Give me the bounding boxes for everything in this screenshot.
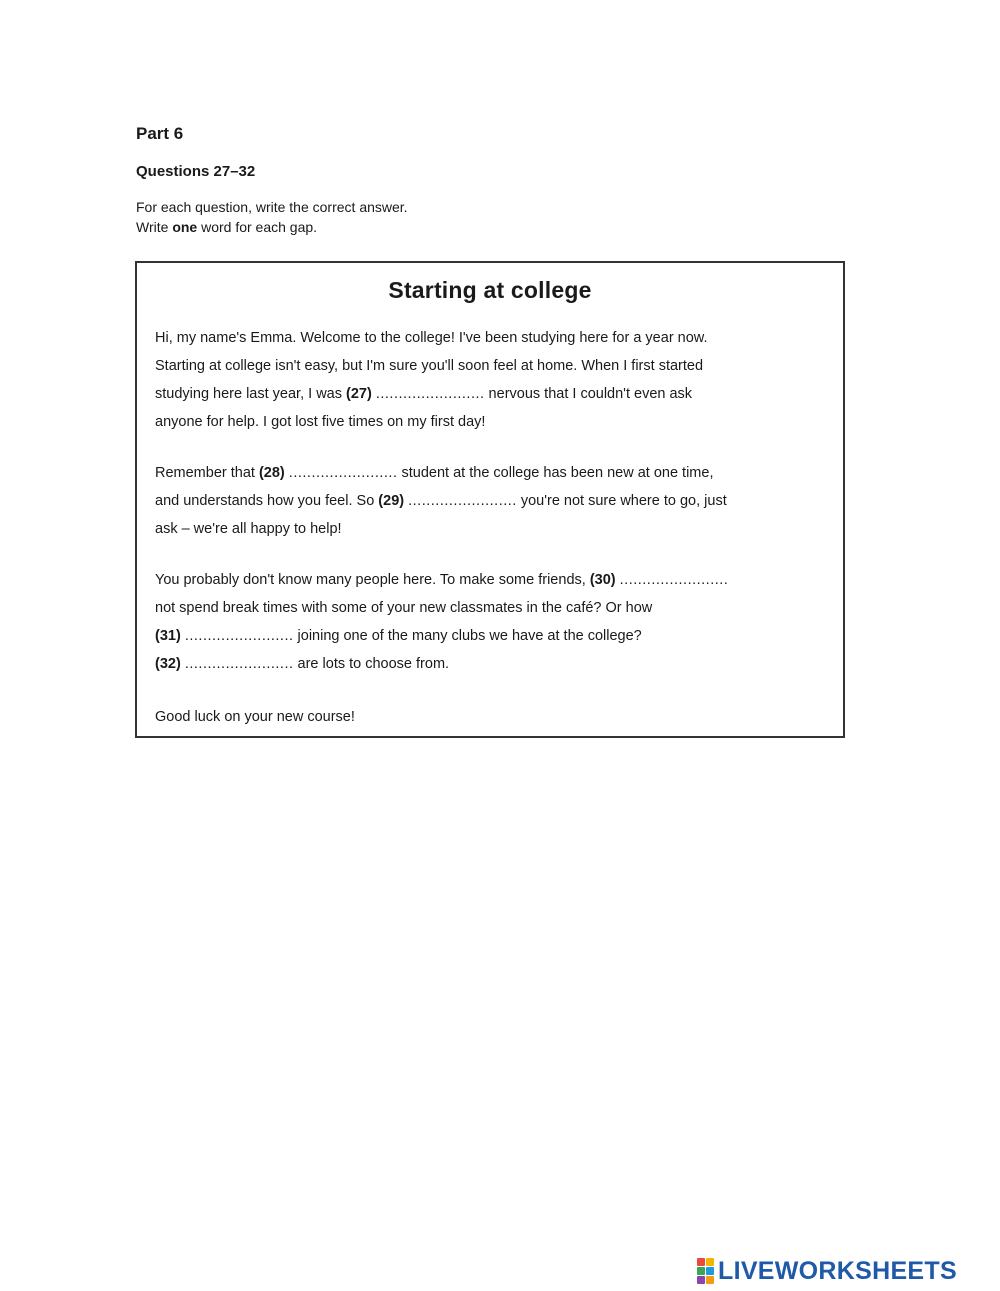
logo-mark-icon xyxy=(697,1258,714,1284)
closing-line: Good luck on your new course! xyxy=(155,709,355,725)
paragraph-3: You probably don't know many people here. To make some friends, (30) ........................ not spend break times with some of your new classmates in the café? Or how (31) ........................ joining one of the many clubs we have at the college? (32) ........................ are lots to choose from. xyxy=(155,572,729,672)
instruction-line-1: For each question, write the correct answer. xyxy=(136,199,408,215)
questions-range: Questions 27–32 xyxy=(136,163,256,180)
logo-block xyxy=(706,1267,714,1275)
instruction-line-2: Write one word for each gap. xyxy=(136,219,318,235)
gap-27-label: (27) xyxy=(346,386,372,402)
part-title: Part 6 xyxy=(136,124,184,143)
liveworksheets-logo[interactable] xyxy=(697,1255,957,1287)
gap-32-blank[interactable]: ........................ xyxy=(184,656,294,672)
logo-block xyxy=(706,1276,714,1284)
article-box xyxy=(135,261,845,738)
gap-29-label: (29) xyxy=(378,493,405,509)
gap-30-blank[interactable]: ........................ xyxy=(619,572,729,588)
gap-28-blank[interactable]: ........................ xyxy=(288,465,398,481)
logo-block xyxy=(706,1258,714,1266)
gap-28-label: (28) xyxy=(258,465,285,481)
gap-29-blank[interactable]: ........................ xyxy=(408,493,517,509)
article-title: Starting at college xyxy=(388,277,592,303)
logo-block xyxy=(697,1258,705,1266)
logo-block xyxy=(697,1267,705,1275)
instructions xyxy=(136,197,408,237)
logo-block xyxy=(697,1276,705,1284)
gap-31-label: (31) xyxy=(155,628,181,644)
logo-text: LIVEWORKSHEETS xyxy=(718,1256,957,1285)
gap-27-blank[interactable]: ........................ xyxy=(375,386,485,402)
paragraph-2: Remember that (28) ........................ student at the college has been new at one time, and understands how you feel. So (29) ........................ you're not sure where to go, just ask – we're all happy to help! xyxy=(155,465,727,537)
emphasis-one: one xyxy=(172,219,198,235)
gap-31-blank[interactable]: ........................ xyxy=(184,628,294,644)
gap-30-label: (30) xyxy=(589,572,616,588)
paragraph-1: Hi, my name's Emma. Welcome to the college! I've been studying here for a year now. Starting at college isn't easy, but I'm sure you'll soon feel at home. When I first started studying here last year, I was (27) ........................ nervous that I couldn't even ask anyone for help. I got lost five times on my first day! xyxy=(155,330,708,430)
gap-32-label: (32) xyxy=(155,656,181,672)
